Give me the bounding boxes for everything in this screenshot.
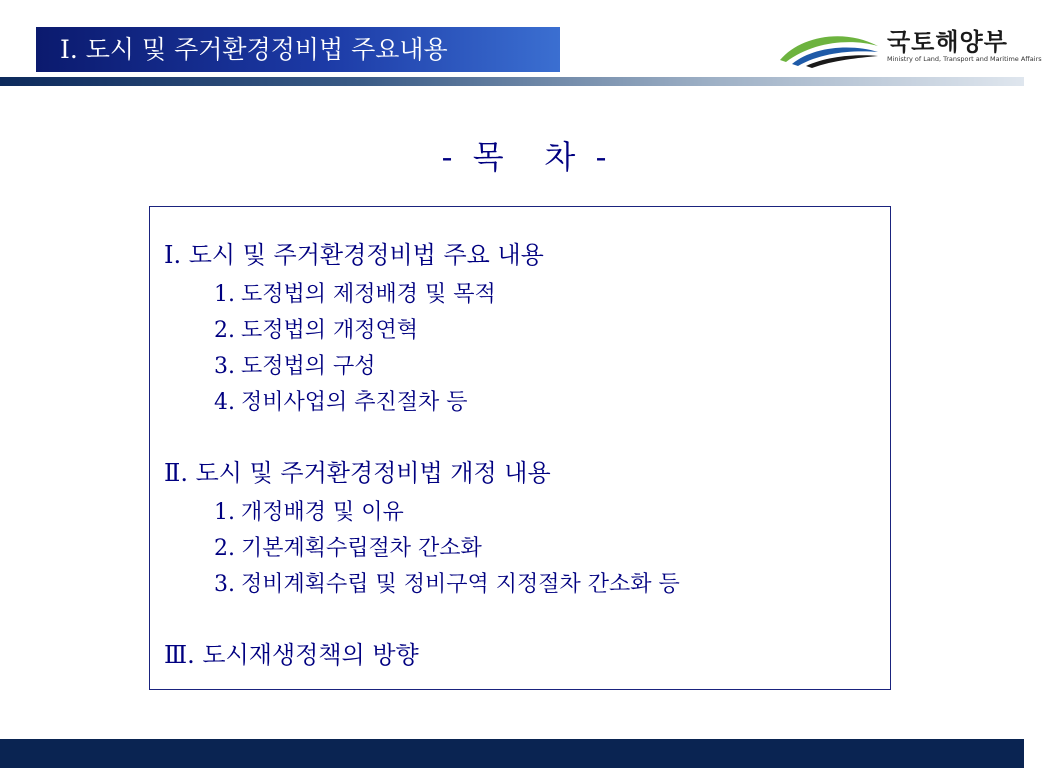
toc-item-number: 3. [214,354,235,379]
toc-item-text: 기본계획수립절차 간소화 [241,536,482,561]
toc-section-3: Ⅲ. 도시재생정책의 방향 [164,641,419,669]
toc-item-number: 1. [214,500,235,525]
header-title: Ⅰ. 도시 및 주거환경정비법 주요내용 [36,27,560,72]
logo-name-ko: 국토해양부 [887,28,1008,56]
toc-item-number: 4. [214,390,235,415]
toc-item [214,385,468,416]
toc-item-number: 3. [214,572,235,597]
toc-item [214,567,680,598]
toc-item-text: 도정법의 구성 [241,354,376,379]
toc-item-text: 정비사업의 추진절차 등 [241,390,468,415]
ministry-logo [778,22,1042,72]
toc-item [214,495,404,526]
toc-item [214,313,418,344]
toc-item-text: 도정법의 개정연혁 [241,318,419,343]
toc-section-2: Ⅱ. 도시 및 주거환경정비법 개정 내용 [164,459,551,487]
toc-item-number: 2. [214,536,235,561]
toc-box [149,206,891,690]
logo-swoosh-icon [778,26,882,68]
logo-name-en: Ministry of Land, Transport and Maritime Affairs [887,55,1042,63]
toc-item [214,531,482,562]
toc-section-1: Ⅰ. 도시 및 주거환경정비법 주요 내용 [164,241,544,269]
toc-item-text: 도정법의 제정배경 및 목적 [241,282,496,307]
toc-item-number: 2. [214,318,235,343]
toc-item [214,349,376,380]
toc-item-number: 1. [214,282,235,307]
page-title: - 목 차 - [441,138,607,176]
footer-bar [0,739,1024,768]
toc-item [214,277,496,308]
toc-item-text: 개정배경 및 이유 [241,500,404,525]
header-divider [0,77,1024,86]
toc-item-text: 정비계획수립 및 정비구역 지정절차 간소화 등 [241,572,680,597]
